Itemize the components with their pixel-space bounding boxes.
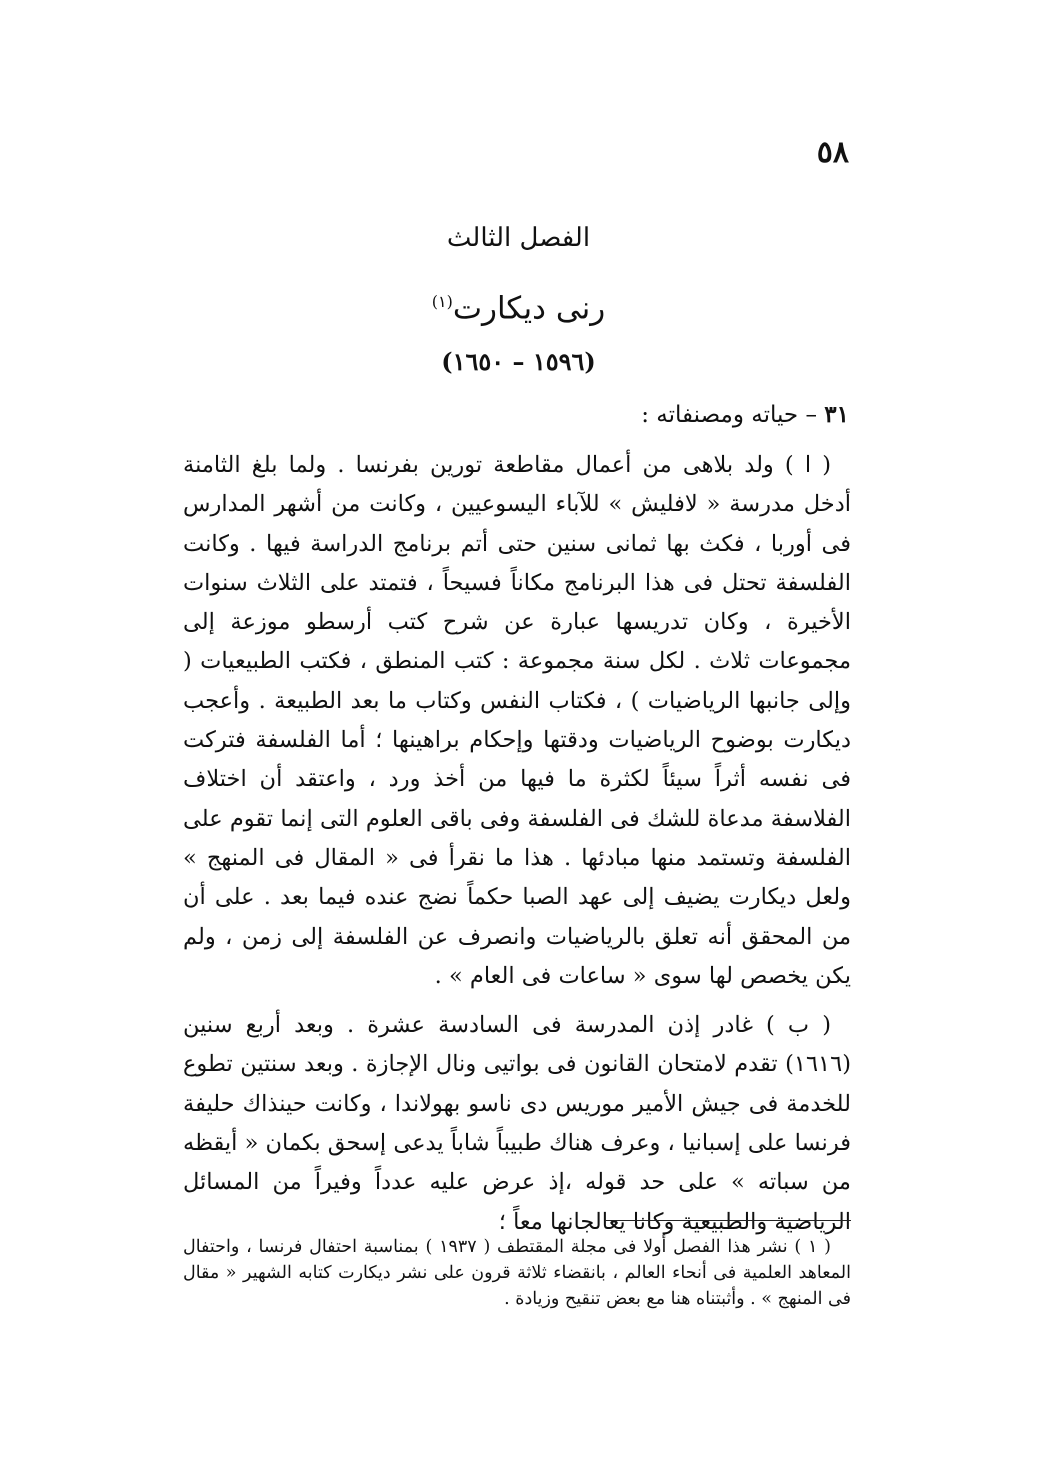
section-number: ٣١ [824, 401, 849, 428]
footnote-divider [605, 1220, 851, 1221]
footnote: ( ١ ) نشر هذا الفصل أولا فى مجلة المقتطف ( ١٩٣٧ ) بمناسبة احتفال فرنسا ، واحتفال المعاهد العلمية فى أنحاء العالم ، بانقضاء ثلاثة قرون على نشر ديكارت كتابه الشهير « مقال فى المنهج » . وأثبتناه هنا مع بعض تنقيح وزيادة . [183, 1237, 851, 1309]
section-title: – حياته ومصنفاته : [641, 402, 817, 428]
page-number: ٥٨ [816, 135, 849, 170]
chapter-title-line [0, 280, 1037, 330]
chapter-title: رنى ديكارت [452, 290, 606, 327]
chapter-header [0, 220, 1037, 380]
paragraph-b: ( ب ) غادر إذن المدرسة فى السادسة عشرة . وبعد أربع سنين (١٦١٦) تقدم لامتحان القانون فى بواتيى ونال الإجازة . وبعد سنتين تطوع للخدمة فى جيش الأمير موريس دى ناسو بهولاندا ، وكانت حينذاك حليفة فرنسا على إسبانيا ، وعرف هناك طبيباً شاباً يدعى إسحق بكمان « أيقظه من سباته » على حد قوله ،إذ عرض عليه عدداً وفيراً من المسائل الرياضية والطبيعية وكانا يعالجانها معاً ؛ [183, 1012, 851, 1235]
chapter-dates: (١٥٩٦ – ١٦٥٠) [441, 347, 596, 377]
chapter-label: الفصل الثالث [446, 223, 591, 253]
paragraph-a: ( ا ) ولد بلاهى من أعمال مقاطعة تورين بفرنسا . ولما بلغ الثامنة أدخل مدرسة « لافليش » للآباء اليسوعيين ، وكانت من أشهر المدارس فى أوربا ، فكث بها ثمانى سنين حتى أتم برنامج الدراسة فيها . وكانت الفلسفة تحتل فى هذا البرنامج مكاناً فسيحاً ، فتمتد على الثلاث سنوات الأخيرة ، وكان تدريسها عبارة عن شرح كتب أرسطو موزعة إلى مجموعات ثلاث . لكل سنة مجموعة : كتب المنطق ، فكتب الطبيعيات ( وإلى جانبها الرياضيات ) ، فكتاب النفس وكتاب ما بعد الطبيعة . وأعجب ديكارت بوضوح الرياضيات ودقتها وإحكام براهينها ؛ أما الفلسفة فتركت فى نفسه أثراً سيئاً لكثرة ما فيها من أخذ ورد ، واعتقد أن اختلاف الفلاسفة مدعاة للشك فى الفلسفة وفى باقى العلوم التى إنما تقوم على الفلسفة وتستمد منها مبادئها . هذا ما نقرأ فى « المقال فى المنهج » ولعل ديكارت يضيف إلى عهد الصبا حكماً نضج عنده فيما بعد . على أن من المحقق أنه تعلق بالرياضيات وانصرف عن الفلسفة إلى زمن ، ولم يكن يخصص لها سوى « ساعات فى العام » . [183, 452, 851, 989]
footnote-marker: (١) [431, 292, 453, 311]
body-text [183, 446, 851, 1242]
section-heading [641, 398, 849, 432]
